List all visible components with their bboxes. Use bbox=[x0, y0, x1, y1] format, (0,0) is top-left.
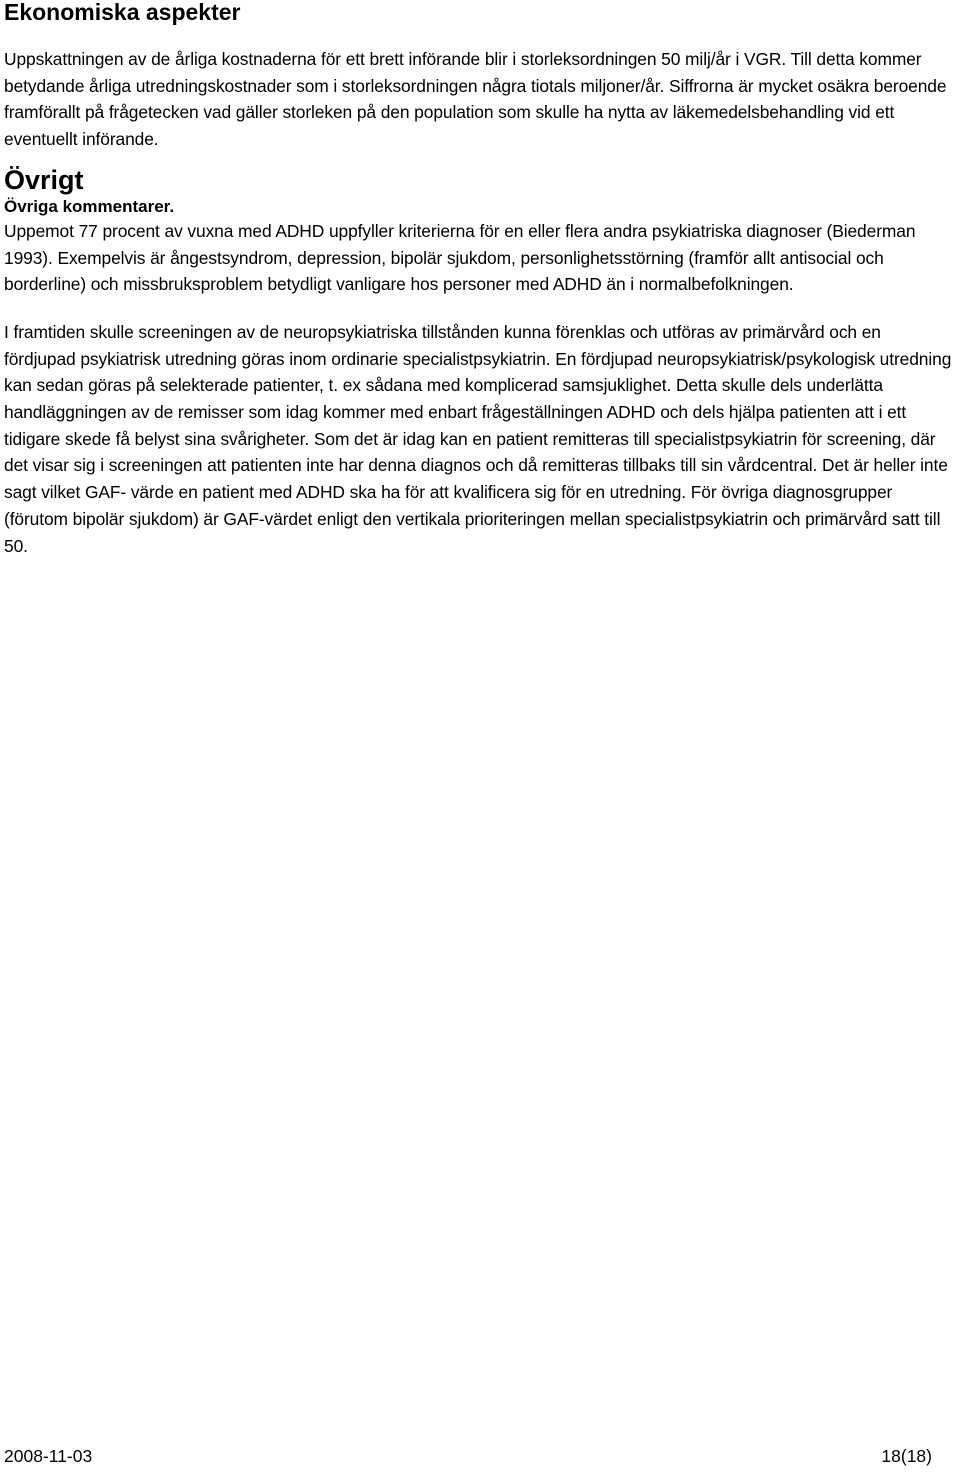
subheading-other-comments: Övriga kommentarer. bbox=[4, 196, 175, 216]
heading-economic-aspects: Ekonomiska aspekter bbox=[4, 0, 241, 25]
paragraph-comorbidity: Uppemot 77 procent av vuxna med ADHD uppfyller kriterierna för en eller flera andra psykiatriska diagnoser (Biederman 1993). Exempelvis är ångestsyndrom, depression, bipolär sjukdom, personlighetsstörning (framför allt antisocial och borderline) och missbruksproblem betydligt vanligare hos personer med ADHD än i normalbefolkningen. bbox=[4, 220, 916, 295]
footer-date: 2008-11-03 bbox=[4, 1446, 93, 1466]
heading-other: Övrigt bbox=[4, 164, 84, 195]
paragraph-screening: I framtiden skulle screeningen av de neuropsykiatriska tillstånden kunna förenklas och utföras av primärvård och en fördjupad psykiatrisk utredning göras inom ordinarie specialistpsykiatrin. En fördjupad neuropsykiatrisk/psykologisk utredning kan sedan göras på selekterade patienter, t. ex sådana med komplicerad samsjuklighet. Detta skulle dels underlätta handläggningen av de remisser som idag kommer med enbart frågeställningen ADHD och dels hjälpa patienten att i ett tidigare skede få belyst sina svårigheter. Som det är idag kan en patient remitteras till specialistpsykiatrin för screening, där det visar sig i screeningen att patienten inte har denna diagnos och då remitteras tillbaks till sin vårdcentral. Det är heller inte sagt vilket GAF- värde en patient med ADHD ska ha för att kvalificera sig för en utredning. För övriga diagnosgrupper (förutom bipolär sjukdom) är GAF-värdet enligt den vertikala prioriteringen mellan specialistpsykiatrin och primärvård satt till 50. bbox=[4, 321, 952, 556]
page-footer bbox=[4, 1443, 932, 1469]
paragraph-economic-costs: Uppskattningen av de årliga kostnaderna för ett brett införande blir i storleksordningen 50 milj/år i VGR. Till detta kommer betydande årliga utredningskostnader som i storleksordningen några tiotals miljoner/år. Siffrorna är mycket osäkra beroende framförallt på frågetecken vad gäller storleken på den population som skulle ha nytta av läkemedelsbehandling vid ett eventuellt införande. bbox=[4, 49, 947, 150]
footer-page-number: 18(18) bbox=[881, 1446, 932, 1466]
document-page bbox=[4, 0, 956, 559]
